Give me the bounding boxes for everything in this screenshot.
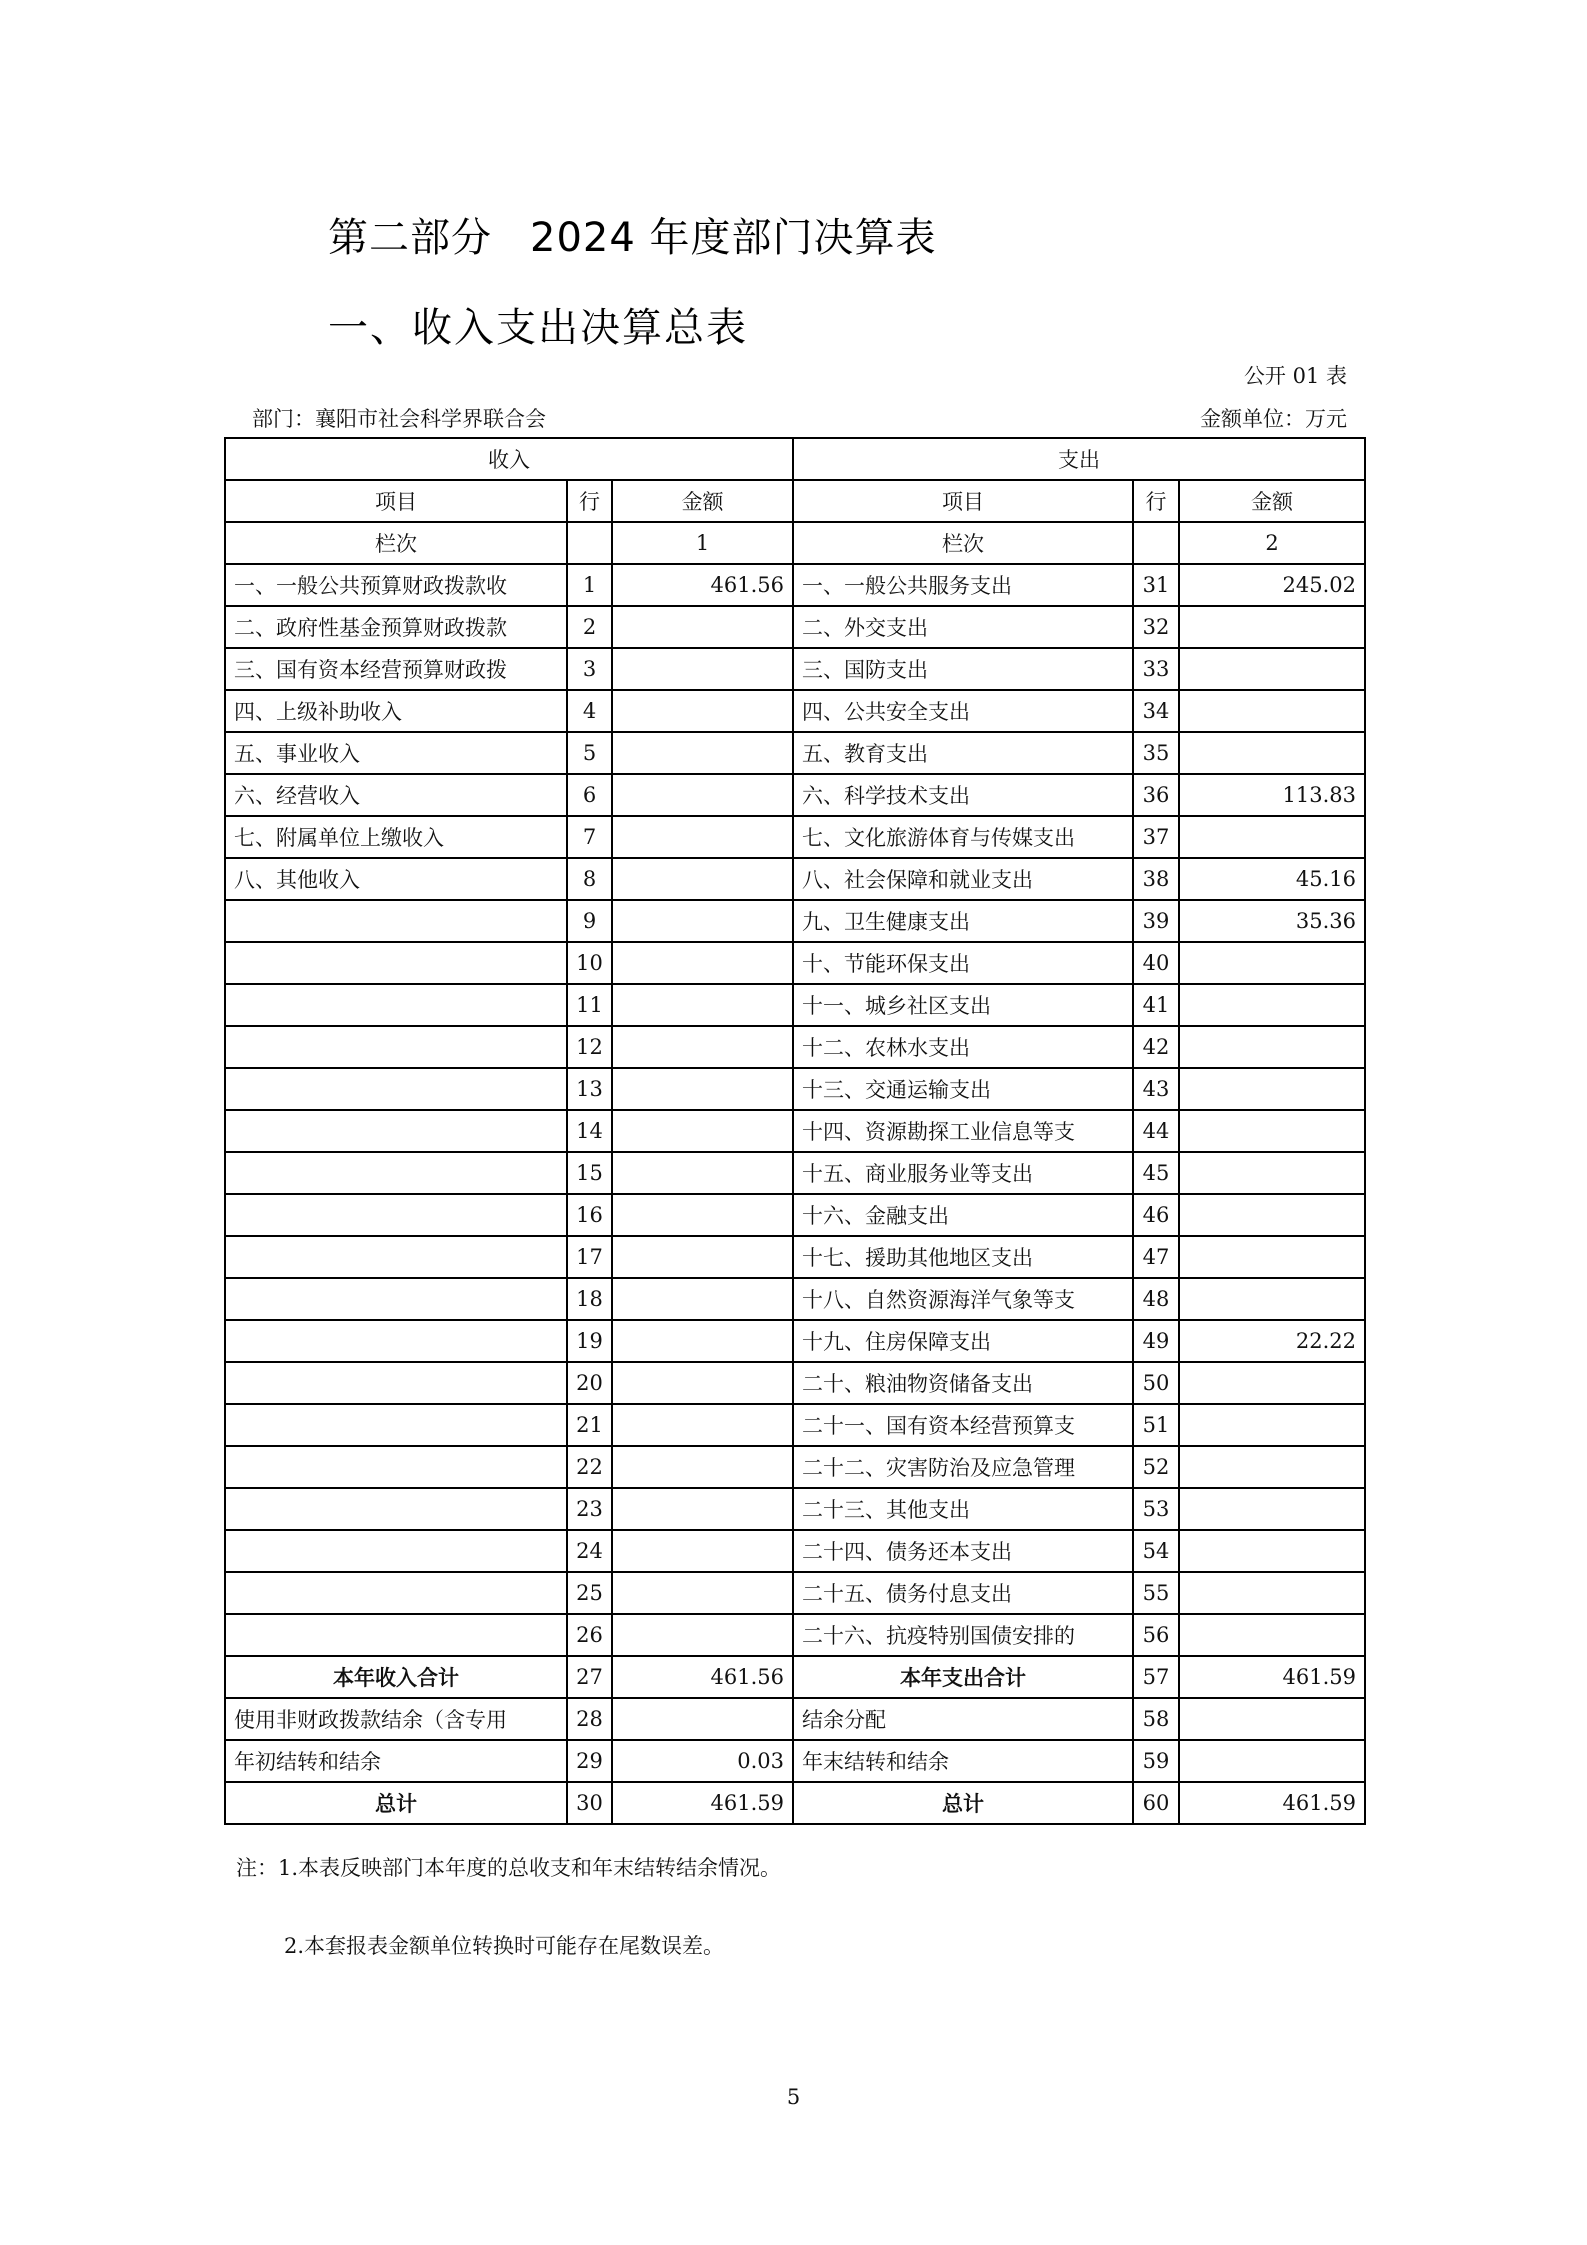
expense-amount-cell <box>1179 1488 1365 1530</box>
table-row <box>225 1404 1365 1446</box>
expense-amount-cell: 45.16 <box>1179 858 1365 900</box>
table-row <box>225 1236 1365 1278</box>
expense-amount-cell <box>1179 942 1365 984</box>
income-amount-cell: 461.59 <box>612 1782 793 1824</box>
income-line-cell: 6 <box>567 774 612 816</box>
expense-amount-cell <box>1179 1026 1365 1068</box>
income-item-cell: 三、国有资本经营预算财政拨 <box>225 648 567 690</box>
income-item-cell <box>225 1320 567 1362</box>
table-row <box>225 1740 1365 1782</box>
expense-amount-cell <box>1179 1530 1365 1572</box>
expense-item-header: 项目 <box>793 480 1133 522</box>
income-amount-cell <box>612 858 793 900</box>
income-item-cell <box>225 1488 567 1530</box>
expense-item-cell: 十九、住房保障支出 <box>793 1320 1133 1362</box>
expense-amount-cell <box>1179 648 1365 690</box>
expense-amount-cell: 461.59 <box>1179 1656 1365 1698</box>
expense-item-cell: 四、公共安全支出 <box>793 690 1133 732</box>
income-line-cell: 22 <box>567 1446 612 1488</box>
income-item-cell: 四、上级补助收入 <box>225 690 567 732</box>
income-amount-cell: 461.56 <box>612 564 793 606</box>
expense-line-cell: 31 <box>1133 564 1179 606</box>
income-item-cell <box>225 900 567 942</box>
expense-amount-cell <box>1179 690 1365 732</box>
expense-item-cell: 十一、城乡社区支出 <box>793 984 1133 1026</box>
income-amount-cell: 461.56 <box>612 1656 793 1698</box>
expense-amount-cell <box>1179 1236 1365 1278</box>
expense-line-cell: 51 <box>1133 1404 1179 1446</box>
expense-item-cell: 五、教育支出 <box>793 732 1133 774</box>
income-amount-cell <box>612 1278 793 1320</box>
expense-line-cell: 48 <box>1133 1278 1179 1320</box>
expense-line-cell: 41 <box>1133 984 1179 1026</box>
income-line-cell: 23 <box>567 1488 612 1530</box>
income-amount-cell <box>612 1404 793 1446</box>
income-item-cell <box>225 1152 567 1194</box>
income-line-header: 行 <box>567 480 612 522</box>
income-expense-table <box>224 437 1366 1825</box>
income-line-cell: 26 <box>567 1614 612 1656</box>
expense-line-cell: 33 <box>1133 648 1179 690</box>
expense-amount-cell: 245.02 <box>1179 564 1365 606</box>
expense-item-cell: 十三、交通运输支出 <box>793 1068 1133 1110</box>
expense-line-cell: 32 <box>1133 606 1179 648</box>
income-item-cell: 总计 <box>225 1782 567 1824</box>
table-row <box>225 648 1365 690</box>
expense-line-blank <box>1133 522 1179 564</box>
income-line-cell: 15 <box>567 1152 612 1194</box>
expense-amount-header: 金额 <box>1179 480 1365 522</box>
expense-amount-cell <box>1179 1740 1365 1782</box>
expense-item-cell: 三、国防支出 <box>793 648 1133 690</box>
expense-amount-cell <box>1179 1110 1365 1152</box>
income-item-cell <box>225 984 567 1026</box>
income-item-cell: 八、其他收入 <box>225 858 567 900</box>
income-amount-header: 金额 <box>612 480 793 522</box>
notes <box>236 1856 782 1958</box>
expense-line-cell: 46 <box>1133 1194 1179 1236</box>
expense-line-cell: 44 <box>1133 1110 1179 1152</box>
income-header: 收入 <box>225 438 793 480</box>
unit-label: 金额单位：万元 <box>1200 407 1347 431</box>
expense-amount-cell <box>1179 1614 1365 1656</box>
expense-amount-cell <box>1179 984 1365 1026</box>
income-amount-cell <box>612 1488 793 1530</box>
income-amount-cell <box>612 648 793 690</box>
table-row <box>225 690 1365 732</box>
income-amount-cell <box>612 606 793 648</box>
expense-item-cell: 二十三、其他支出 <box>793 1488 1133 1530</box>
expense-line-cell: 49 <box>1133 1320 1179 1362</box>
column-header-row <box>225 480 1365 522</box>
income-amount-cell <box>612 1362 793 1404</box>
income-amount-cell <box>612 1320 793 1362</box>
income-item-cell <box>225 1194 567 1236</box>
section-header-row <box>225 438 1365 480</box>
expense-item-cell: 二十二、灾害防治及应急管理 <box>793 1446 1133 1488</box>
expense-line-cell: 39 <box>1133 900 1179 942</box>
income-line-cell: 30 <box>567 1782 612 1824</box>
expense-line-cell: 35 <box>1133 732 1179 774</box>
income-item-cell <box>225 1068 567 1110</box>
income-item-cell <box>225 1530 567 1572</box>
income-line-cell: 5 <box>567 732 612 774</box>
expense-line-cell: 38 <box>1133 858 1179 900</box>
department-label: 部门：襄阳市社会科学界联合会 <box>252 407 546 431</box>
income-amount-cell <box>612 1614 793 1656</box>
expense-item-cell: 十、节能环保支出 <box>793 942 1133 984</box>
table-row <box>225 942 1365 984</box>
expense-amount-cell: 113.83 <box>1179 774 1365 816</box>
table-row <box>225 774 1365 816</box>
expense-item-cell: 十二、农林水支出 <box>793 1026 1133 1068</box>
note-2: 2.本套报表金额单位转换时可能存在尾数误差。 <box>284 1934 725 1958</box>
income-amount-cell <box>612 816 793 858</box>
expense-amount-cell <box>1179 1362 1365 1404</box>
table-row <box>225 858 1365 900</box>
income-amount-cell <box>612 690 793 732</box>
income-amount-cell <box>612 1110 793 1152</box>
table-row <box>225 1110 1365 1152</box>
expense-line-cell: 52 <box>1133 1446 1179 1488</box>
expense-amount-cell <box>1179 1278 1365 1320</box>
income-amount-cell: 0.03 <box>612 1740 793 1782</box>
page-number: 5 <box>786 2085 801 2109</box>
income-amount-cell <box>612 1446 793 1488</box>
income-line-cell: 10 <box>567 942 612 984</box>
table-id: 公开 01 表 <box>1243 364 1347 388</box>
income-line-blank <box>567 522 612 564</box>
income-amount-cell <box>612 1152 793 1194</box>
table-row <box>225 1320 1365 1362</box>
income-item-cell <box>225 1614 567 1656</box>
income-line-cell: 9 <box>567 900 612 942</box>
expense-line-cell: 45 <box>1133 1152 1179 1194</box>
expense-item-cell: 二十六、抗疫特别国债安排的 <box>793 1614 1133 1656</box>
expense-line-cell: 34 <box>1133 690 1179 732</box>
income-line-cell: 25 <box>567 1572 612 1614</box>
income-item-cell <box>225 1362 567 1404</box>
expense-item-cell: 二十一、国有资本经营预算支 <box>793 1404 1133 1446</box>
income-line-cell: 27 <box>567 1656 612 1698</box>
income-line-cell: 3 <box>567 648 612 690</box>
income-line-cell: 17 <box>567 1236 612 1278</box>
table-row <box>225 1194 1365 1236</box>
income-line-cell: 18 <box>567 1278 612 1320</box>
table-row <box>225 1614 1365 1656</box>
table-row <box>225 606 1365 648</box>
table-row <box>225 1026 1365 1068</box>
income-amount-cell <box>612 942 793 984</box>
expense-column-label: 栏次 <box>793 522 1133 564</box>
expense-amount-cell <box>1179 816 1365 858</box>
income-line-cell: 20 <box>567 1362 612 1404</box>
expense-line-cell: 56 <box>1133 1614 1179 1656</box>
expense-item-cell: 七、文化旅游体育与传媒支出 <box>793 816 1133 858</box>
part-title <box>328 206 937 263</box>
expense-amount-cell: 22.22 <box>1179 1320 1365 1362</box>
expense-item-cell: 二、外交支出 <box>793 606 1133 648</box>
expense-line-cell: 40 <box>1133 942 1179 984</box>
table-row <box>225 900 1365 942</box>
expense-item-cell: 十七、援助其他地区支出 <box>793 1236 1133 1278</box>
income-line-cell: 16 <box>567 1194 612 1236</box>
expense-item-cell: 一、一般公共服务支出 <box>793 564 1133 606</box>
income-line-cell: 7 <box>567 816 612 858</box>
table-row <box>225 1446 1365 1488</box>
expense-line-cell: 54 <box>1133 1530 1179 1572</box>
income-item-cell <box>225 1278 567 1320</box>
income-line-cell: 11 <box>567 984 612 1026</box>
income-amount-cell <box>612 1572 793 1614</box>
expense-amount-cell <box>1179 606 1365 648</box>
table-row <box>225 1068 1365 1110</box>
expense-amount-cell <box>1179 1152 1365 1194</box>
expense-line-cell: 42 <box>1133 1026 1179 1068</box>
expense-amount-cell: 461.59 <box>1179 1782 1365 1824</box>
expense-line-cell: 59 <box>1133 1740 1179 1782</box>
expense-line-cell: 58 <box>1133 1698 1179 1740</box>
expense-amount-cell <box>1179 1068 1365 1110</box>
expense-item-cell: 十八、自然资源海洋气象等支 <box>793 1278 1133 1320</box>
table-row <box>225 1278 1365 1320</box>
income-column-number: 1 <box>612 522 793 564</box>
part-subtitle: 2024 年度部门决算表 <box>530 215 937 261</box>
expense-item-cell: 十六、金融支出 <box>793 1194 1133 1236</box>
income-amount-cell <box>612 732 793 774</box>
income-item-cell <box>225 1110 567 1152</box>
table-row <box>225 1488 1365 1530</box>
income-line-cell: 4 <box>567 690 612 732</box>
expense-item-cell: 六、科学技术支出 <box>793 774 1133 816</box>
expense-amount-cell <box>1179 1404 1365 1446</box>
expense-item-cell: 八、社会保障和就业支出 <box>793 858 1133 900</box>
expense-amount-cell <box>1179 1194 1365 1236</box>
expense-item-cell: 十五、商业服务业等支出 <box>793 1152 1133 1194</box>
income-item-cell <box>225 1026 567 1068</box>
expense-item-cell: 十四、资源勘探工业信息等支 <box>793 1110 1133 1152</box>
section-title: 一、收入支出决算总表 <box>328 305 748 351</box>
table-row <box>225 1698 1365 1740</box>
income-column-label: 栏次 <box>225 522 567 564</box>
part-label: 第二部分 <box>328 215 492 261</box>
income-item-cell: 二、政府性基金预算财政拨款 <box>225 606 567 648</box>
income-line-cell: 1 <box>567 564 612 606</box>
income-item-header: 项目 <box>225 480 567 522</box>
expense-amount-cell <box>1179 732 1365 774</box>
expense-line-cell: 55 <box>1133 1572 1179 1614</box>
expense-line-cell: 36 <box>1133 774 1179 816</box>
expense-item-cell: 结余分配 <box>793 1698 1133 1740</box>
income-item-cell: 五、事业收入 <box>225 732 567 774</box>
expense-line-cell: 37 <box>1133 816 1179 858</box>
income-amount-cell <box>612 1698 793 1740</box>
income-line-cell: 13 <box>567 1068 612 1110</box>
income-line-cell: 29 <box>567 1740 612 1782</box>
income-amount-cell <box>612 984 793 1026</box>
income-item-cell <box>225 1404 567 1446</box>
income-item-cell: 使用非财政拨款结余（含专用 <box>225 1698 567 1740</box>
expense-item-cell: 二十五、债务付息支出 <box>793 1572 1133 1614</box>
income-line-cell: 24 <box>567 1530 612 1572</box>
income-amount-cell <box>612 1068 793 1110</box>
income-line-cell: 12 <box>567 1026 612 1068</box>
expense-amount-cell <box>1179 1446 1365 1488</box>
income-amount-cell <box>612 900 793 942</box>
table-row <box>225 1656 1365 1698</box>
income-line-cell: 21 <box>567 1404 612 1446</box>
expense-item-cell: 年末结转和结余 <box>793 1740 1133 1782</box>
expense-column-number: 2 <box>1179 522 1365 564</box>
income-line-cell: 2 <box>567 606 612 648</box>
income-item-cell: 一、一般公共预算财政拨款收 <box>225 564 567 606</box>
income-item-cell <box>225 942 567 984</box>
income-amount-cell <box>612 774 793 816</box>
column-number-row <box>225 522 1365 564</box>
income-amount-cell <box>612 1530 793 1572</box>
table-row <box>225 1572 1365 1614</box>
expense-item-cell: 二十、粮油物资储备支出 <box>793 1362 1133 1404</box>
expense-line-cell: 43 <box>1133 1068 1179 1110</box>
income-item-cell: 年初结转和结余 <box>225 1740 567 1782</box>
income-amount-cell <box>612 1194 793 1236</box>
expense-item-cell: 九、卫生健康支出 <box>793 900 1133 942</box>
income-item-cell <box>225 1236 567 1278</box>
income-amount-cell <box>612 1236 793 1278</box>
income-item-cell: 七、附属单位上缴收入 <box>225 816 567 858</box>
expense-amount-cell: 35.36 <box>1179 900 1365 942</box>
expense-item-cell: 本年支出合计 <box>793 1656 1133 1698</box>
expense-line-cell: 57 <box>1133 1656 1179 1698</box>
income-line-cell: 19 <box>567 1320 612 1362</box>
expense-header: 支出 <box>793 438 1365 480</box>
expense-amount-cell <box>1179 1572 1365 1614</box>
expense-item-cell: 总计 <box>793 1782 1133 1824</box>
table-row <box>225 732 1365 774</box>
table-row <box>225 1362 1365 1404</box>
note-1: 注：1.本表反映部门本年度的总收支和年末结转结余情况。 <box>236 1856 782 1880</box>
expense-line-header: 行 <box>1133 480 1179 522</box>
table-row <box>225 1782 1365 1824</box>
income-item-cell <box>225 1572 567 1614</box>
expense-line-cell: 60 <box>1133 1782 1179 1824</box>
table-row <box>225 564 1365 606</box>
table-row <box>225 984 1365 1026</box>
income-line-cell: 8 <box>567 858 612 900</box>
expense-line-cell: 50 <box>1133 1362 1179 1404</box>
table-row <box>225 1530 1365 1572</box>
expense-line-cell: 47 <box>1133 1236 1179 1278</box>
table-row <box>225 816 1365 858</box>
income-item-cell: 六、经营收入 <box>225 774 567 816</box>
expense-amount-cell <box>1179 1698 1365 1740</box>
expense-line-cell: 53 <box>1133 1488 1179 1530</box>
income-line-cell: 28 <box>567 1698 612 1740</box>
table-row <box>225 1152 1365 1194</box>
expense-item-cell: 二十四、债务还本支出 <box>793 1530 1133 1572</box>
income-amount-cell <box>612 1026 793 1068</box>
income-item-cell: 本年收入合计 <box>225 1656 567 1698</box>
income-line-cell: 14 <box>567 1110 612 1152</box>
income-item-cell <box>225 1446 567 1488</box>
